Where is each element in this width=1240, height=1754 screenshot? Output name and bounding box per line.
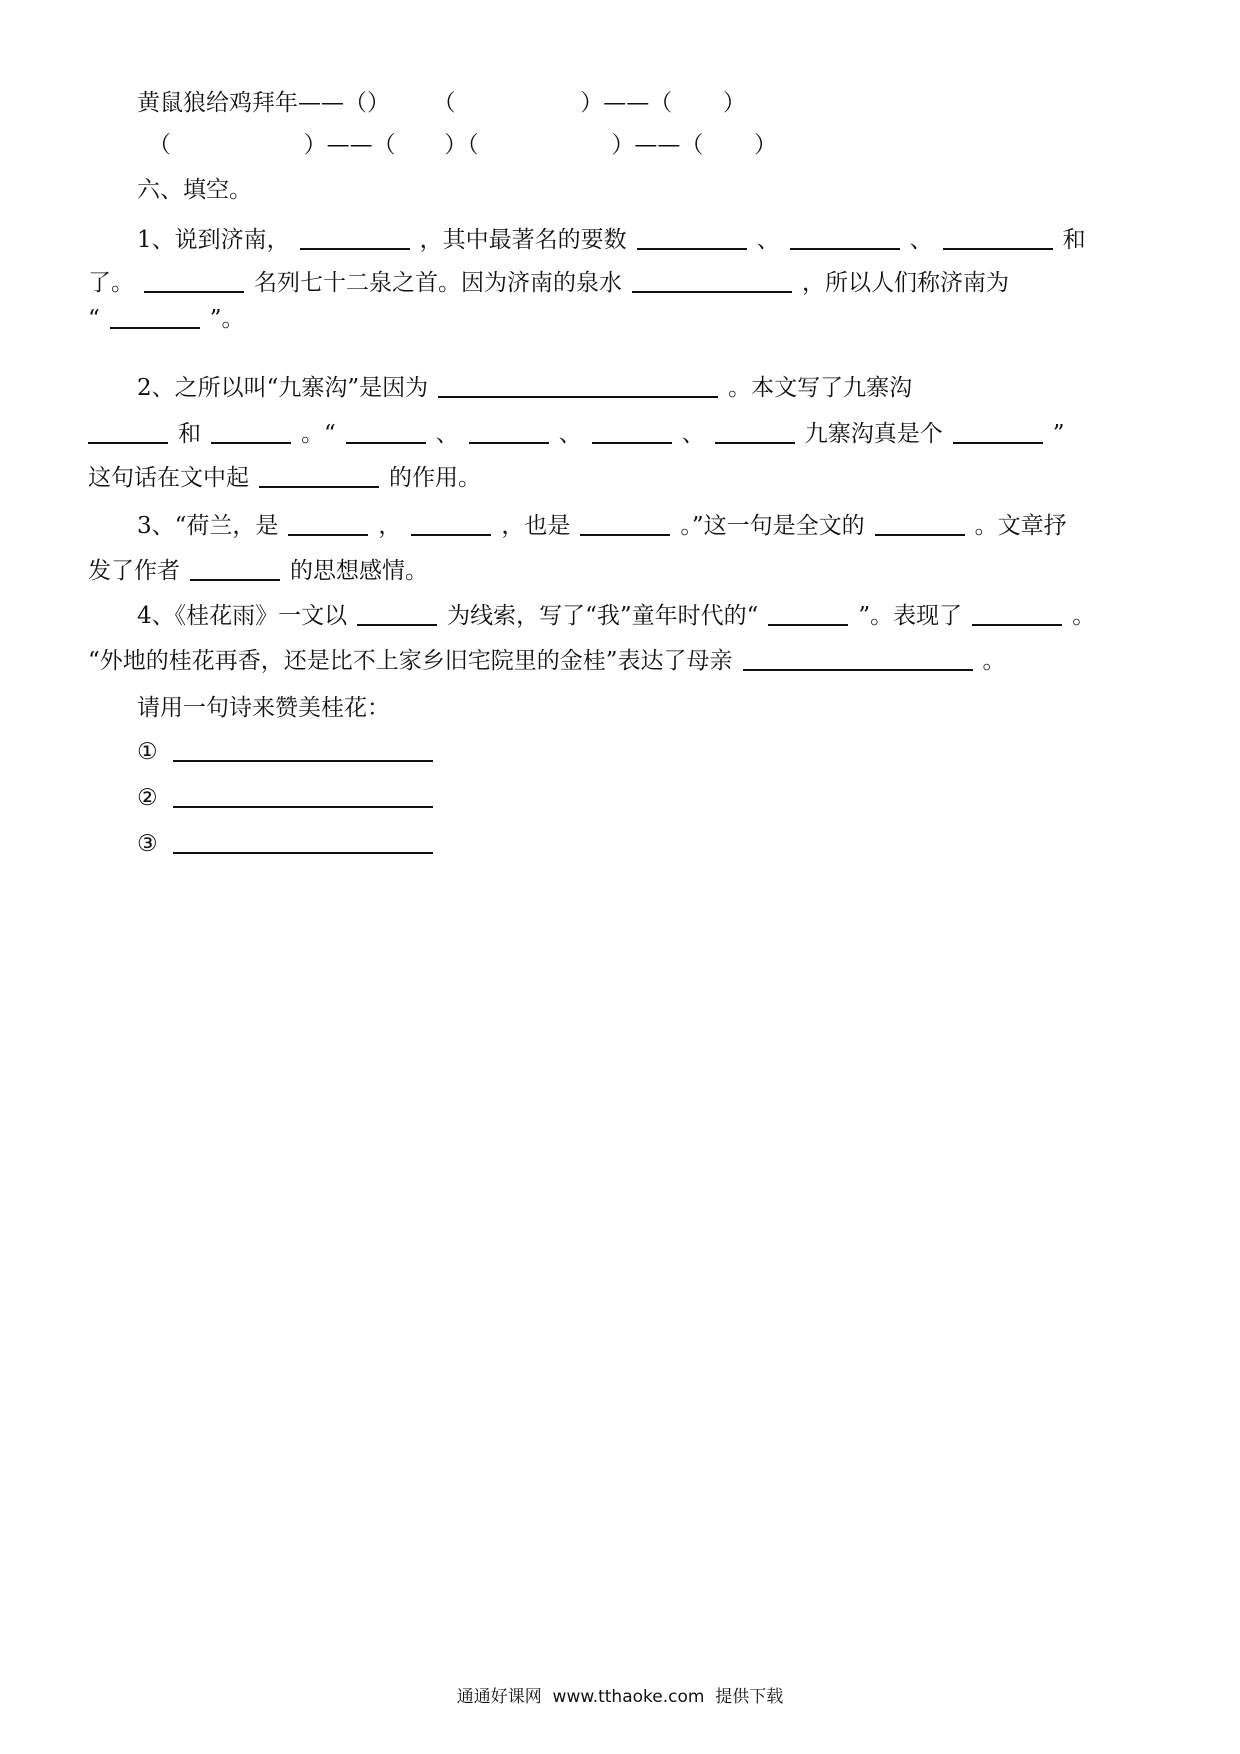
q2-blank-6[interactable] [592,420,672,444]
q2-text-e: 的作用。 [389,465,481,491]
q1-line-2 [88,268,1208,298]
q3-blank-5[interactable] [190,557,280,581]
q2-quote-close: ” [1052,421,1065,447]
q1-line-1 [137,225,1217,255]
q2-sep: 、 [558,421,582,447]
q1-sep: 、 [756,227,780,253]
poem-blank-3[interactable] [173,830,433,854]
q1-blank-7[interactable] [110,305,200,329]
pairs-row1-close: ）——（ [580,90,673,116]
q1-text-e: 名列七十二泉之首。因为济南的泉水 [254,270,622,296]
q2-sep: 、 [681,421,705,447]
pairs-row1-open: （ [432,90,456,116]
q3-blank-1[interactable] [288,512,368,536]
poem-mark-1: ① [137,739,158,765]
q2-blank-3[interactable] [211,420,291,444]
pairs-row-2 [148,130,1148,160]
q2-blank-4[interactable] [346,420,426,444]
poem-line-3 [137,829,1240,859]
q2-blank-8[interactable] [953,420,1043,444]
q4-text-c: ”。表现了 [858,603,963,629]
pairs-row2-end: ） [754,132,777,158]
poem-line-2 [137,783,1240,813]
q2-and: 和 [178,421,201,447]
q2-text-d: 这句话在文中起 [88,465,249,491]
q2-blank-5[interactable] [469,420,549,444]
q1-line-3 [88,304,1240,334]
q2-line-1 [137,373,1217,403]
q2-blank-9[interactable] [259,464,379,488]
q2-text-b: 。本文写了九寨沟 [728,375,913,401]
pairs-row1-end: ） [722,90,746,116]
q4-blank-2[interactable] [768,602,848,626]
q2-sep: 、 [435,421,459,447]
footer [0,1682,1240,1707]
pairs-row2-close-2: ）——（ [611,132,704,158]
q1-quote-close: ”。 [209,306,245,332]
q1-text-f: ，所以人们称济南为 [802,270,1009,296]
q3-text-a: 3、“荷兰，是 [137,513,279,539]
section-title [137,175,1240,205]
q3-line-1 [137,511,1217,541]
q4-poem-prompt-text: 请用一句诗来赞美桂花： [137,695,390,721]
q1-blank-5[interactable] [144,269,244,293]
q4-text-b: 为线索，写了“我”童年时代的“ [447,603,759,629]
pairs-row2-open: （ [148,132,171,158]
q1-quote-open: “ [88,306,100,332]
q3-blank-3[interactable] [580,512,670,536]
q4-text-a: 4、《桂花雨》一文以 [137,603,348,629]
q1-blank-2[interactable] [637,226,747,250]
q1-text-b: ，其中最著名的要数 [419,227,627,253]
pairs-row2-mid: ）（ [444,132,479,158]
q3-text-g: 的思想感情。 [290,558,428,584]
q1-blank-3[interactable] [790,226,900,250]
poem-blank-2[interactable] [173,784,433,808]
q4-poem-prompt [137,693,1240,723]
section-title-text: 六、填空。 [137,177,252,203]
pairs-row-1 [137,88,1137,118]
q1-sep: 、 [909,227,933,253]
q3-blank-2[interactable] [411,512,491,536]
q2-text-c: 九寨沟真是个 [804,421,943,447]
q3-blank-4[interactable] [875,512,965,536]
q3-text-d: 。”这一句是全文的 [680,513,865,539]
q2-text-a: 2、之所以叫“九寨沟”是因为 [137,375,429,401]
poem-mark-3: ③ [137,831,158,857]
poem-mark-2: ② [137,785,158,811]
pairs-row1-prefix: 黄鼠狼给鸡拜年——（） [137,90,390,116]
q2-quote-open: 。“ [301,421,336,447]
q3-text-c: ，也是 [501,513,571,539]
q3-text-f: 发了作者 [88,558,180,584]
poem-line-1 [137,737,1240,767]
q4-blank-4[interactable] [743,647,973,671]
poem-blank-1[interactable] [173,738,433,762]
q1-text-a: 1、说到济南， [137,227,290,253]
q1-blank-1[interactable] [300,226,410,250]
q4-line-2 [88,646,1228,676]
q2-line-2 [88,419,1228,449]
q2-blank-2[interactable] [88,420,168,444]
q4-blank-3[interactable] [972,602,1062,626]
pairs-row2-close: ）——（ [303,132,396,158]
q4-text-f: 。 [982,648,1006,674]
q2-line-3 [88,463,1240,493]
q1-blank-4[interactable] [943,226,1053,250]
q4-text-e: “外地的桂花再香，还是比不上家乡旧宅院里的金桂”表达了母亲 [88,648,733,674]
q1-blank-6[interactable] [632,269,792,293]
q4-text-d: 。 [1072,603,1096,629]
q1-text-d: 了。 [88,270,134,296]
q3-line-2 [88,556,1240,586]
q1-text-c: 和 [1062,227,1086,253]
q2-blank-1[interactable] [438,374,718,398]
q3-text-b: ， [378,513,402,539]
q2-blank-7[interactable] [715,420,795,444]
q3-text-e: 。文章抒 [974,513,1067,539]
q4-line-1 [137,601,1217,631]
q4-blank-1[interactable] [357,602,437,626]
footer-text: 通通好课网 www.tthaoke.com 提供下载 [456,1687,784,1707]
